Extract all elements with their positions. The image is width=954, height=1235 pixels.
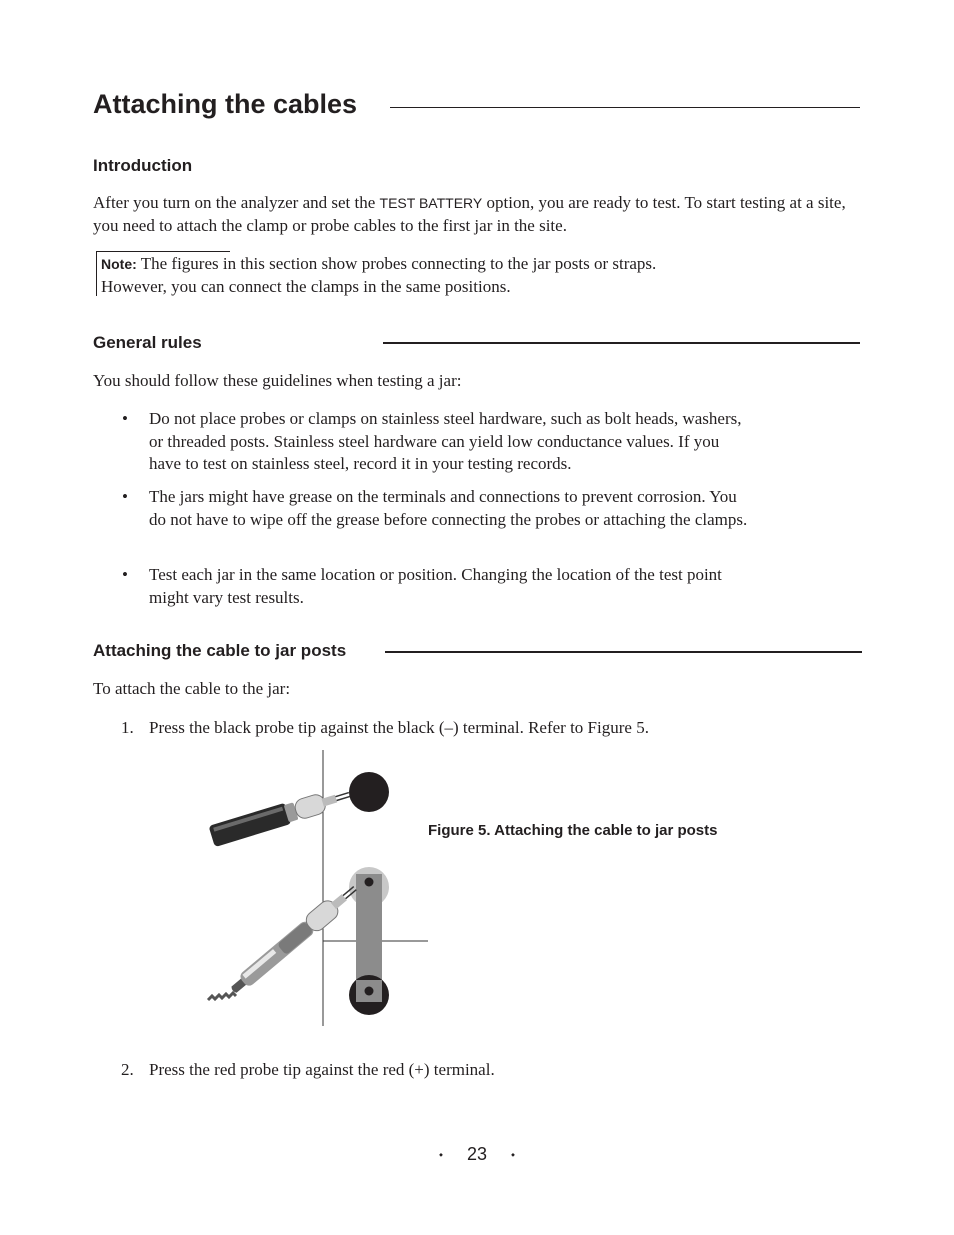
page-number: 23 <box>466 1144 488 1164</box>
strap-hole-top <box>365 878 374 887</box>
jar-posts-figure <box>205 748 430 1028</box>
bullet-symbol: • <box>122 409 128 428</box>
introduction-text-after: option, you are ready to test. To start testing at a site, you need to attach the clamp or probe cables to the first jar in the site. <box>93 193 846 235</box>
black-terminal-post <box>349 772 389 812</box>
page-footer <box>420 1144 534 1165</box>
general-rules-heading: General rules <box>93 333 202 352</box>
note-side-rule <box>96 251 97 296</box>
general-rules-rule <box>383 342 860 344</box>
note-top-rule <box>96 251 230 252</box>
footer-ornament-left: ⬩ <box>438 1149 443 1161</box>
strap-hole-bottom <box>365 987 374 996</box>
bullet-item: Test each jar in the same location or position. Changing the location of the test point might vary test results. <box>149 565 722 607</box>
page-title: Attaching the cables <box>93 89 358 119</box>
introduction-heading: Introduction <box>93 156 193 175</box>
introduction-paragraph <box>93 192 863 237</box>
attaching-heading: Attaching the cable to jar posts <box>93 641 347 660</box>
red-probe <box>226 880 361 998</box>
note-label: Note: <box>101 256 137 272</box>
bullet-item: The jars might have grease on the terminals and connections to prevent corrosion. You do not have to wipe off the grease before connecting the probes or attaching the clamps. <box>149 487 748 529</box>
test-battery-option: TEST BATTERY <box>379 195 483 211</box>
attaching-intro: To attach the cable to the jar: <box>93 679 291 698</box>
step-number: 2. <box>121 1060 134 1079</box>
step-text: Press the red probe tip against the red (+) terminal. <box>149 1060 495 1079</box>
black-probe <box>209 784 353 847</box>
introduction-text-before: After you turn on the analyzer and set the <box>93 193 380 212</box>
figure-caption: Figure 5. Attaching the cable to jar posts <box>428 822 718 839</box>
title-rule <box>390 107 860 108</box>
bullet-item: Do not place probes or clamps on stainless steel hardware, such as bolt heads, washers, or threaded posts. Stainless steel hardware can yield low conductance values. If you have to test on stainless steel, record it in your testing records. <box>149 409 742 473</box>
bullet-symbol: • <box>122 487 128 506</box>
coiled-cord <box>208 993 236 1000</box>
attaching-rule <box>385 651 862 653</box>
step-text: Press the black probe tip against the black (–) terminal. Refer to Figure 5. <box>149 718 649 737</box>
general-rules-intro: You should follow these guidelines when testing a jar: <box>93 371 462 390</box>
note-text <box>101 253 721 298</box>
step-number: 1. <box>121 718 134 737</box>
note-body: The figures in this section show probes connecting to the jar posts or straps. However, you can connect the clamps in the same positions. <box>101 254 657 296</box>
bullet-symbol: • <box>122 565 128 584</box>
footer-ornament-right: ⬩ <box>511 1149 516 1161</box>
